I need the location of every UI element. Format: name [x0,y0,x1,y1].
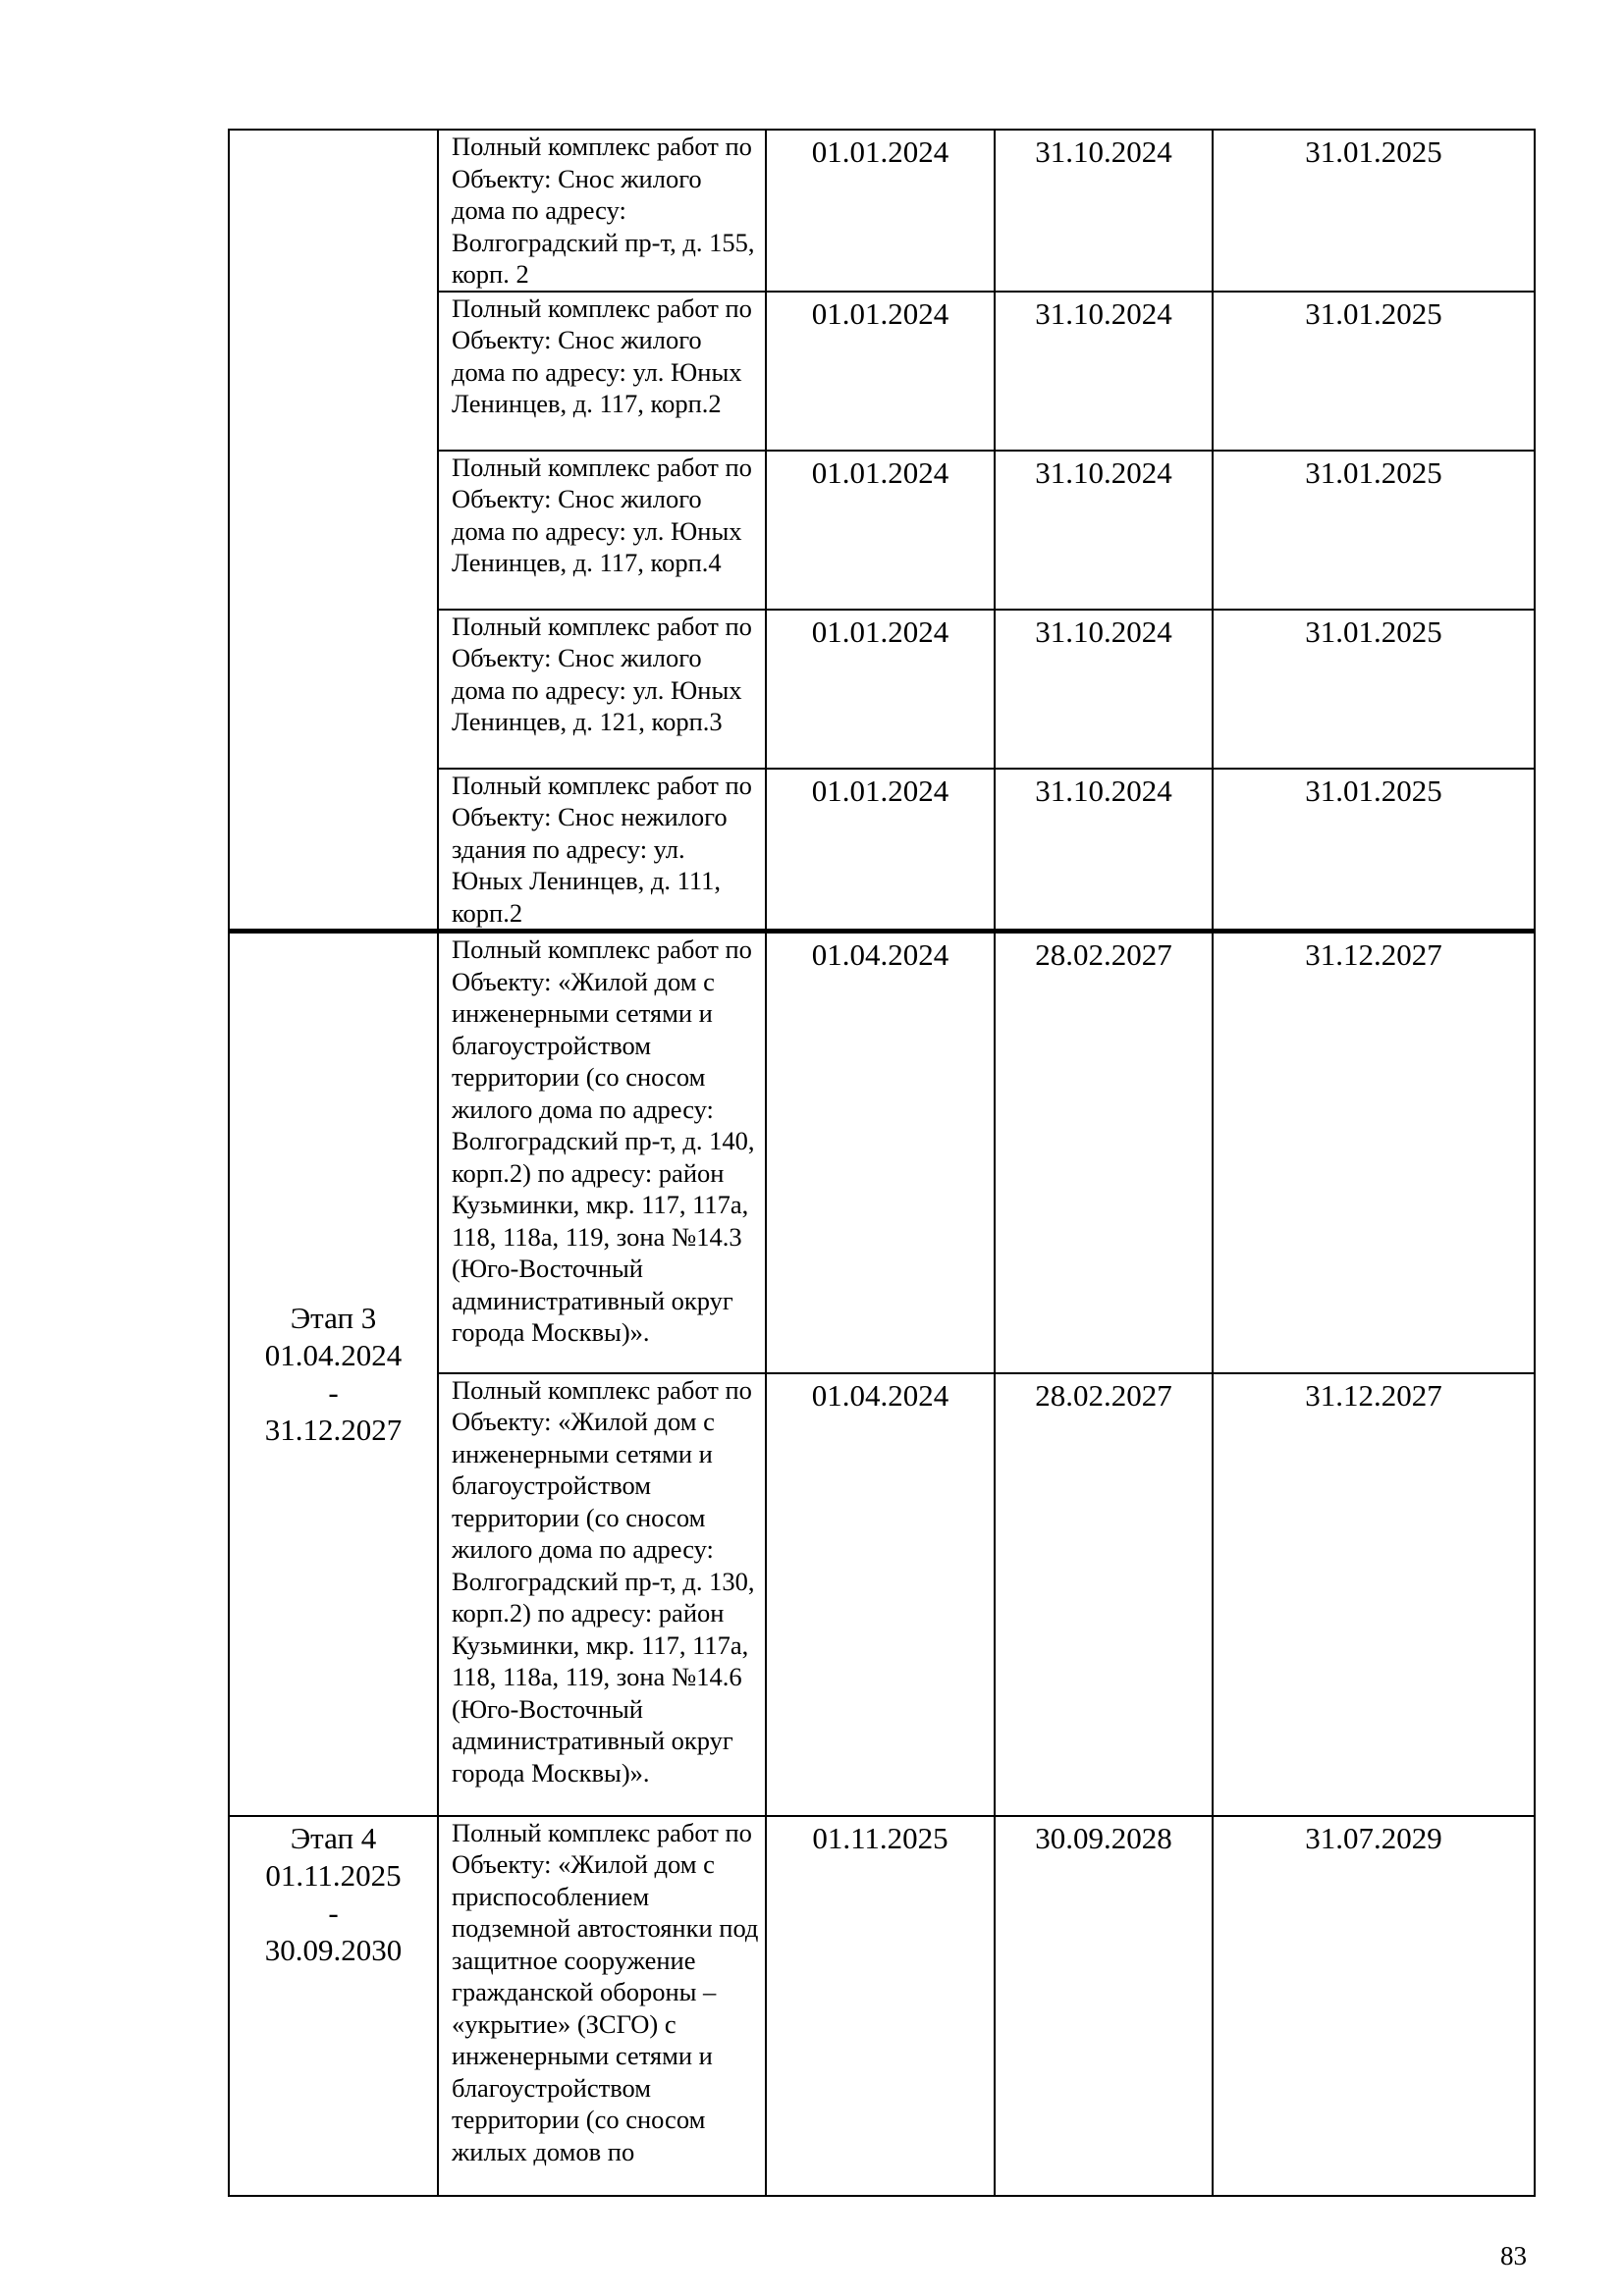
stage-title: Этап 3 [290,1300,377,1335]
work-description: Полный комплекс работ по Объекту: «Жилой дом с приспособлением подземной автостоянки под защитное сооружение гражданской обороны – «укрытие» (ЗСГО) с инженерными сетями и благоустройством территории (со сносом жилых домов по [438,1816,766,2196]
work-description: Полный комплекс работ по Объекту: «Жилой дом с инженерными сетями и благоустройством территории (со сносом жилого дома по адресу: Волгоградский пр-т, д. 140, корп.2) по адресу: район Кузьминки, мкр. 117, 117а, 118, 118а, 119, зона №14.3 (Юго-Восточный административный округ города Москвы)». [438,932,766,1373]
end-date: 30.09.2028 [995,1816,1213,2196]
stage-cell-empty [229,130,438,932]
final-date: 31.07.2029 [1213,1816,1535,2196]
stage-date-from: 01.11.2025 [265,1857,402,1893]
work-description: Полный комплекс работ по Объекту: Снос нежилого здания по адресу: ул. Юных Ленинцев, д. 111, корп.2 [438,769,766,932]
end-date: 31.10.2024 [995,769,1213,932]
stage-4-cell [229,1816,438,2196]
start-date: 01.11.2025 [766,1816,995,2196]
start-date: 01.01.2024 [766,130,995,292]
start-date: 01.01.2024 [766,451,995,610]
start-date: 01.01.2024 [766,769,995,932]
final-date: 31.12.2027 [1213,1373,1535,1816]
start-date: 01.04.2024 [766,1373,995,1816]
stage-date-to: 30.09.2030 [264,1932,403,1967]
stage-3-cell [229,932,438,1816]
end-date: 31.10.2024 [995,610,1213,769]
schedule-table [228,129,1536,2197]
stage-date-from: 01.04.2024 [264,1337,403,1372]
work-description: Полный комплекс работ по Объекту: Снос жилого дома по адресу: ул. Юных Ленинцев, д. 121, корп.3 [438,610,766,769]
stage-date-to: 31.12.2027 [264,1412,403,1447]
final-date: 31.01.2025 [1213,451,1535,610]
start-date: 01.01.2024 [766,610,995,769]
table-row [229,1816,1535,2196]
final-date: 31.01.2025 [1213,769,1535,932]
final-date: 31.01.2025 [1213,610,1535,769]
start-date: 01.01.2024 [766,292,995,451]
work-description: Полный комплекс работ по Объекту: Снос жилого дома по адресу: Волгоградский пр-т, д. 155, корп. 2 [438,130,766,292]
work-description: Полный комплекс работ по Объекту: Снос жилого дома по адресу: ул. Юных Ленинцев, д. 117, корп.4 [438,451,766,610]
end-date: 31.10.2024 [995,451,1213,610]
end-date: 31.10.2024 [995,292,1213,451]
end-date: 31.10.2024 [995,130,1213,292]
end-date: 28.02.2027 [995,932,1213,1373]
table-row [229,932,1535,1373]
start-date: 01.04.2024 [766,932,995,1373]
final-date: 31.01.2025 [1213,292,1535,451]
final-date: 31.12.2027 [1213,932,1535,1373]
stage-separator: - [328,1374,339,1410]
page-number: 83 [1500,2241,1527,2270]
work-description: Полный комплекс работ по Объекту: «Жилой дом с инженерными сетями и благоустройством территории (со сносом жилого дома по адресу: Волгоградский пр-т, д. 130, корп.2) по адресу: район Кузьминки, мкр. 117, 117а, 118, 118а, 119, зона №14.6 (Юго-Восточный административный округ города Москвы)». [438,1373,766,1816]
final-date: 31.01.2025 [1213,130,1535,292]
work-description: Полный комплекс работ по Объекту: Снос жилого дома по адресу: ул. Юных Ленинцев, д. 117, корп.2 [438,292,766,451]
stage-title: Этап 4 [290,1820,377,1855]
table-row [229,130,1535,292]
end-date: 28.02.2027 [995,1373,1213,1816]
stage-separator: - [328,1895,339,1930]
